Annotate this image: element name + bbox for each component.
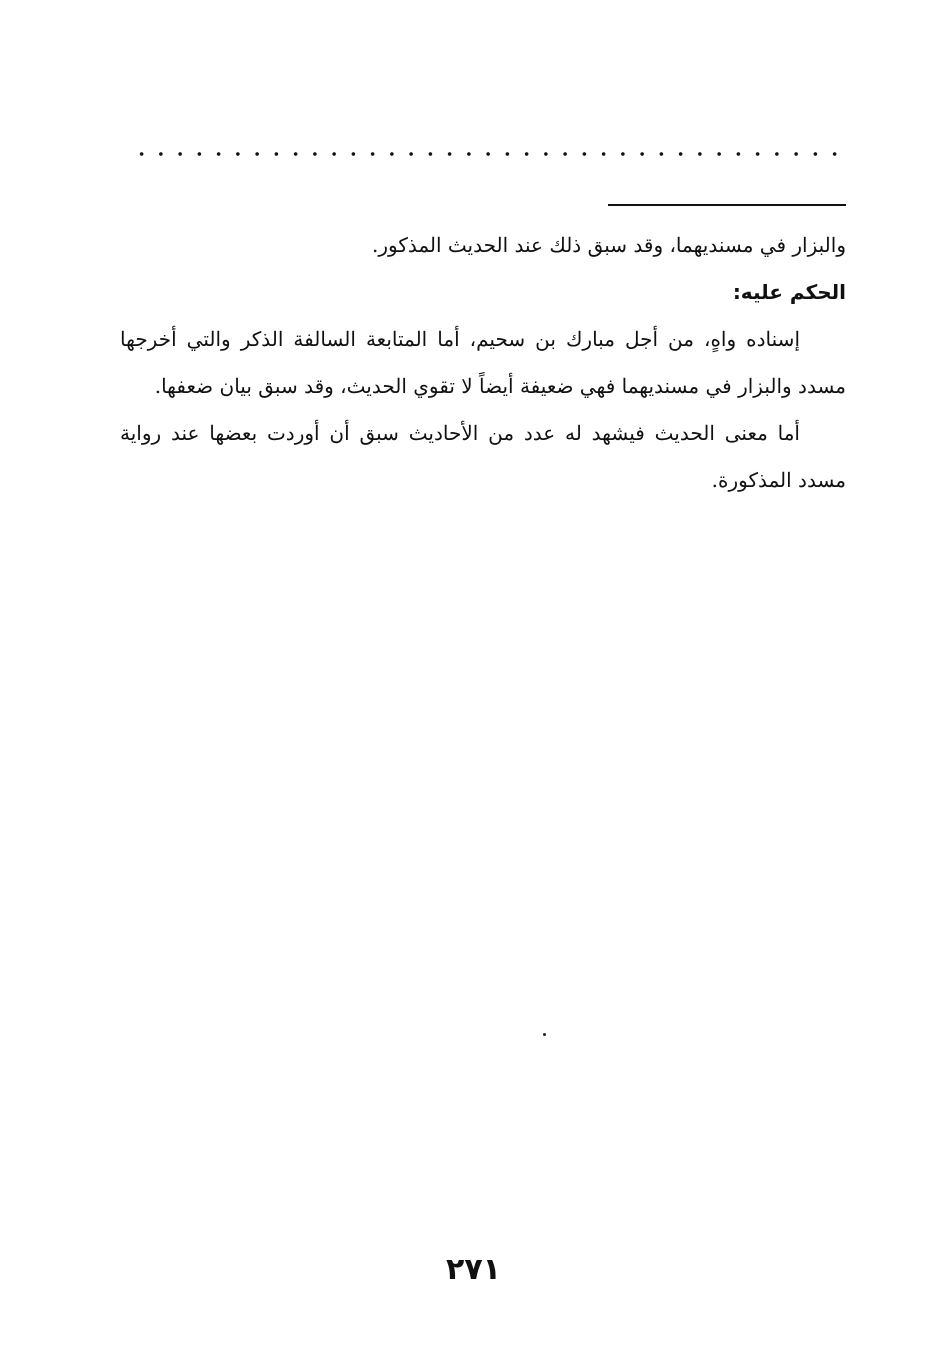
- ruling-paragraph: إسناده واهٍ، من أجل مبارك بن سحيم، أما المتابعة السالفة الذكر والتي أخرجها مسدد والبزار في مسنديهما فهي ضعيفة أيضاً لا تقوي الحديث، وقد سبق بيان ضعفها.: [120, 327, 846, 398]
- page-number: ٢٧١: [446, 1252, 501, 1287]
- ruling-heading: الحكم عليه:: [732, 280, 846, 304]
- page-body: [120, 222, 846, 504]
- footnote-separator-line: [608, 204, 846, 206]
- continuation-line: والبزار في مسنديهما، وقد سبق ذلك عند الحديث المذكور.: [371, 233, 846, 257]
- dotted-separator: [132, 147, 844, 161]
- meaning-paragraph: أما معنى الحديث فيشهد له عدد من الأحاديث سبق أن أوردت بعضها عند رواية مسدد المذكورة.: [120, 421, 846, 492]
- print-speck: [543, 1033, 546, 1036]
